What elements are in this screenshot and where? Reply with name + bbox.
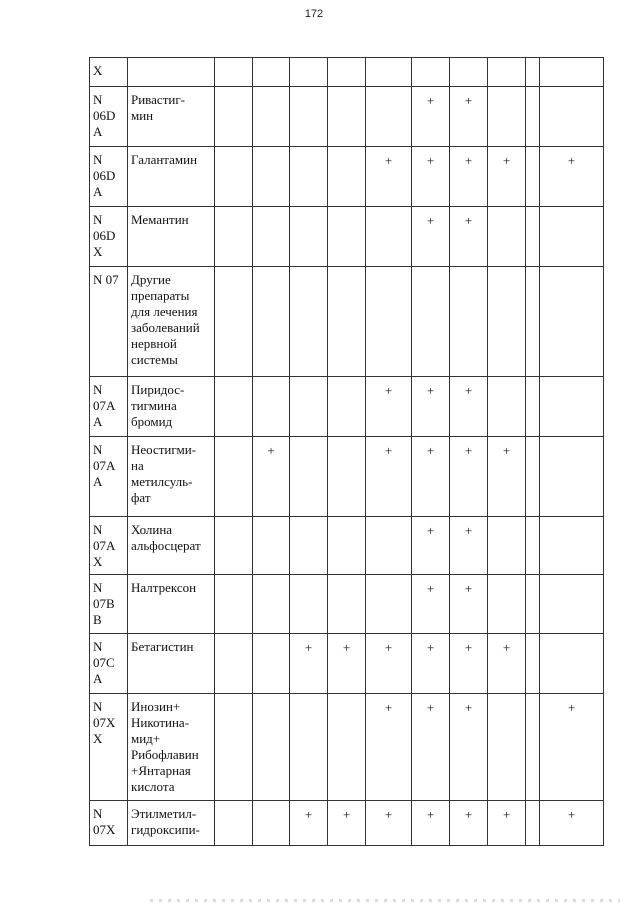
mark-cell: + [450, 377, 488, 437]
mark-cell [366, 267, 412, 377]
mark-cell [540, 437, 604, 517]
mark-cell [412, 267, 450, 377]
drug-name-cell [128, 694, 215, 801]
atc-code-line: N [93, 699, 103, 714]
mark-cell [540, 634, 604, 694]
drug-name-line: Галантамин [131, 152, 198, 167]
mark-cell [290, 87, 328, 147]
drug-name-line: на [131, 458, 144, 473]
table-row [90, 517, 604, 575]
mark-cell [215, 517, 253, 575]
mark-cell [526, 575, 540, 634]
mark-cell: + [412, 147, 450, 207]
atc-code-line: A [93, 184, 103, 199]
drug-name-cell [128, 87, 215, 147]
mark-cell [215, 801, 253, 846]
drug-name-line: Налтрексон [131, 580, 197, 595]
atc-code-line: 06D [93, 108, 116, 123]
mark-cell [328, 517, 366, 575]
scan-artifact [150, 899, 620, 902]
mark-cell: + [366, 147, 412, 207]
mark-cell [290, 517, 328, 575]
mark-cell [526, 801, 540, 846]
atc-code-line: 07A [93, 458, 116, 473]
mark-cell: + [488, 801, 526, 846]
mark-cell [328, 694, 366, 801]
drug-name-cell [128, 575, 215, 634]
drug-name-cell [128, 801, 215, 846]
mark-cell [540, 267, 604, 377]
drug-name-line: гидроксипи- [131, 822, 200, 837]
drug-name-line: нервной [131, 336, 177, 351]
drug-name-line: +Янтарная [131, 763, 191, 778]
drug-name-line: Бетагистин [131, 639, 194, 654]
atc-code-cell [90, 58, 128, 87]
mark-cell [366, 87, 412, 147]
drug-name-cell [128, 207, 215, 267]
table-row [90, 634, 604, 694]
drug-name-cell [128, 147, 215, 207]
mark-cell: + [540, 147, 604, 207]
mark-cell [526, 58, 540, 87]
mark-cell [328, 58, 366, 87]
mark-cell: + [412, 517, 450, 575]
table-row [90, 87, 604, 147]
atc-code-line: A [93, 414, 103, 429]
mark-cell: + [366, 801, 412, 846]
mark-cell [215, 147, 253, 207]
mark-cell [290, 437, 328, 517]
mark-cell [328, 437, 366, 517]
atc-code-cell [90, 207, 128, 267]
mark-cell [253, 207, 290, 267]
atc-code-cell [90, 575, 128, 634]
mark-cell [215, 377, 253, 437]
mark-cell [290, 147, 328, 207]
mark-cell: + [412, 207, 450, 267]
atc-code-cell [90, 147, 128, 207]
table-row [90, 377, 604, 437]
mark-cell [290, 377, 328, 437]
atc-code-line: 07A [93, 538, 116, 553]
drug-name-line: Неостигми- [131, 442, 197, 457]
mark-cell [526, 207, 540, 267]
mark-cell [526, 517, 540, 575]
mark-cell [328, 207, 366, 267]
atc-code-line: X [93, 244, 103, 259]
drug-name-line: Рибофлавин [131, 747, 199, 762]
mark-cell: + [450, 87, 488, 147]
atc-code-line: A [93, 124, 103, 139]
mark-cell [540, 87, 604, 147]
atc-code-line: 07X [93, 715, 116, 730]
mark-cell [526, 634, 540, 694]
drug-name-line: фат [131, 490, 151, 505]
table-row [90, 147, 604, 207]
atc-code-cell [90, 87, 128, 147]
mark-cell [450, 58, 488, 87]
drug-name-line: кислота [131, 779, 175, 794]
mark-cell [540, 377, 604, 437]
atc-code-line: X [93, 554, 103, 569]
mark-cell [253, 147, 290, 207]
atc-code-line: N [93, 639, 103, 654]
mark-cell [328, 147, 366, 207]
mark-cell [253, 58, 290, 87]
atc-code-line: 07C [93, 655, 115, 670]
mark-cell: + [366, 694, 412, 801]
mark-cell: + [328, 801, 366, 846]
mark-cell [526, 437, 540, 517]
mark-cell: + [290, 634, 328, 694]
drug-name-line: системы [131, 352, 178, 367]
mark-cell: + [450, 801, 488, 846]
table-row [90, 207, 604, 267]
atc-code-line: 06D [93, 228, 116, 243]
drug-name-cell [128, 437, 215, 517]
drug-name-line: Холина [131, 522, 173, 537]
mark-cell: + [412, 575, 450, 634]
table-row [90, 801, 604, 846]
mark-cell: + [253, 437, 290, 517]
drug-name-line: Ривастиг- [131, 92, 185, 107]
mark-cell: + [412, 694, 450, 801]
drug-name-line: препараты [131, 288, 190, 303]
drug-name-line: Мемантин [131, 212, 189, 227]
mark-cell [290, 58, 328, 87]
drug-name-cell [128, 377, 215, 437]
atc-code-line: N [93, 442, 103, 457]
page-number: 172 [304, 8, 324, 20]
mark-cell [526, 694, 540, 801]
mark-cell: + [450, 694, 488, 801]
atc-code-line: N [93, 212, 103, 227]
mark-cell [290, 267, 328, 377]
drug-name-line: мин [131, 108, 154, 123]
drug-name-line: Пиридос- [131, 382, 185, 397]
atc-code-cell [90, 517, 128, 575]
mark-cell: + [412, 87, 450, 147]
atc-code-line: N [93, 92, 103, 107]
mark-cell [328, 87, 366, 147]
atc-code-line: N [93, 806, 103, 821]
mark-cell [540, 517, 604, 575]
drug-name-line: тигмина [131, 398, 177, 413]
mark-cell: + [488, 147, 526, 207]
mark-cell [540, 58, 604, 87]
drug-name-cell [128, 267, 215, 377]
mark-cell: + [450, 437, 488, 517]
drug-name-line: Инозин+ [131, 699, 181, 714]
mark-cell [253, 517, 290, 575]
drug-name-line: Никотина- [131, 715, 190, 730]
mark-cell [488, 517, 526, 575]
mark-cell [253, 87, 290, 147]
atc-code-line: N [93, 522, 103, 537]
mark-cell [253, 267, 290, 377]
mark-cell [215, 207, 253, 267]
atc-code-cell [90, 634, 128, 694]
table-row [90, 437, 604, 517]
mark-cell: + [450, 147, 488, 207]
mark-cell [488, 58, 526, 87]
mark-cell [328, 377, 366, 437]
mark-cell: + [328, 634, 366, 694]
mark-cell: + [540, 694, 604, 801]
mark-cell: + [412, 634, 450, 694]
table-row [90, 694, 604, 801]
atc-code-line: N [93, 382, 103, 397]
atc-code-cell [90, 437, 128, 517]
mark-cell [215, 58, 253, 87]
mark-cell [488, 575, 526, 634]
table-row [90, 58, 604, 87]
table-body [90, 58, 604, 846]
mark-cell [328, 267, 366, 377]
mark-cell [488, 87, 526, 147]
atc-code-line: X [93, 63, 103, 78]
mark-cell [488, 377, 526, 437]
atc-code-line: 07B [93, 596, 115, 611]
drug-name-line: Другие [131, 272, 171, 287]
mark-cell [328, 575, 366, 634]
mark-cell: + [290, 801, 328, 846]
drug-name-line: для лечения [131, 304, 198, 319]
mark-cell [540, 207, 604, 267]
mark-cell [412, 58, 450, 87]
drug-name-line: альфосцерат [131, 538, 201, 553]
atc-code-line: N 07 [93, 272, 119, 287]
atc-code-line: A [93, 671, 103, 686]
mark-cell [526, 147, 540, 207]
mark-cell: + [412, 801, 450, 846]
mark-cell [450, 267, 488, 377]
drug-name-line: заболеваний [131, 320, 200, 335]
drug-name-line: Этилметил- [131, 806, 197, 821]
drug-name-line: бромид [131, 414, 173, 429]
mark-cell [215, 694, 253, 801]
mark-cell [366, 575, 412, 634]
mark-cell [215, 87, 253, 147]
mark-cell [366, 517, 412, 575]
atc-code-line: N [93, 152, 103, 167]
mark-cell [366, 207, 412, 267]
mark-cell: + [366, 437, 412, 517]
mark-cell [488, 267, 526, 377]
mark-cell [253, 575, 290, 634]
mark-cell: + [450, 517, 488, 575]
mark-cell: + [412, 377, 450, 437]
drug-name-cell [128, 58, 215, 87]
mark-cell: + [488, 437, 526, 517]
mark-cell [526, 87, 540, 147]
table-row [90, 267, 604, 377]
mark-cell [526, 377, 540, 437]
mark-cell [488, 207, 526, 267]
mark-cell [215, 267, 253, 377]
atc-code-line: X [93, 731, 103, 746]
mark-cell [253, 801, 290, 846]
atc-code-cell [90, 801, 128, 846]
table-row [90, 575, 604, 634]
drug-name-line: метилсуль- [131, 474, 193, 489]
drug-name-cell [128, 634, 215, 694]
mark-cell [540, 575, 604, 634]
mark-cell [215, 437, 253, 517]
mark-cell [526, 267, 540, 377]
mark-cell: + [366, 634, 412, 694]
mark-cell [290, 694, 328, 801]
mark-cell: + [366, 377, 412, 437]
mark-cell [290, 575, 328, 634]
mark-cell: + [412, 437, 450, 517]
atc-code-cell [90, 267, 128, 377]
mark-cell [366, 58, 412, 87]
mark-cell: + [450, 207, 488, 267]
atc-code-line: B [93, 612, 102, 627]
drug-table [89, 57, 604, 846]
mark-cell [215, 634, 253, 694]
mark-cell: + [540, 801, 604, 846]
atc-code-cell [90, 694, 128, 801]
mark-cell [253, 694, 290, 801]
mark-cell: + [450, 634, 488, 694]
mark-cell [253, 634, 290, 694]
atc-code-line: 06D [93, 168, 116, 183]
mark-cell: + [488, 634, 526, 694]
drug-name-line: мид+ [131, 731, 161, 746]
atc-code-line: 07X [93, 822, 116, 837]
mark-cell [488, 694, 526, 801]
drug-name-cell [128, 517, 215, 575]
mark-cell [215, 575, 253, 634]
mark-cell [253, 377, 290, 437]
atc-code-line: 07A [93, 398, 116, 413]
atc-code-line: N [93, 580, 103, 595]
mark-cell: + [450, 575, 488, 634]
atc-code-cell [90, 377, 128, 437]
atc-code-line: A [93, 474, 103, 489]
mark-cell [290, 207, 328, 267]
